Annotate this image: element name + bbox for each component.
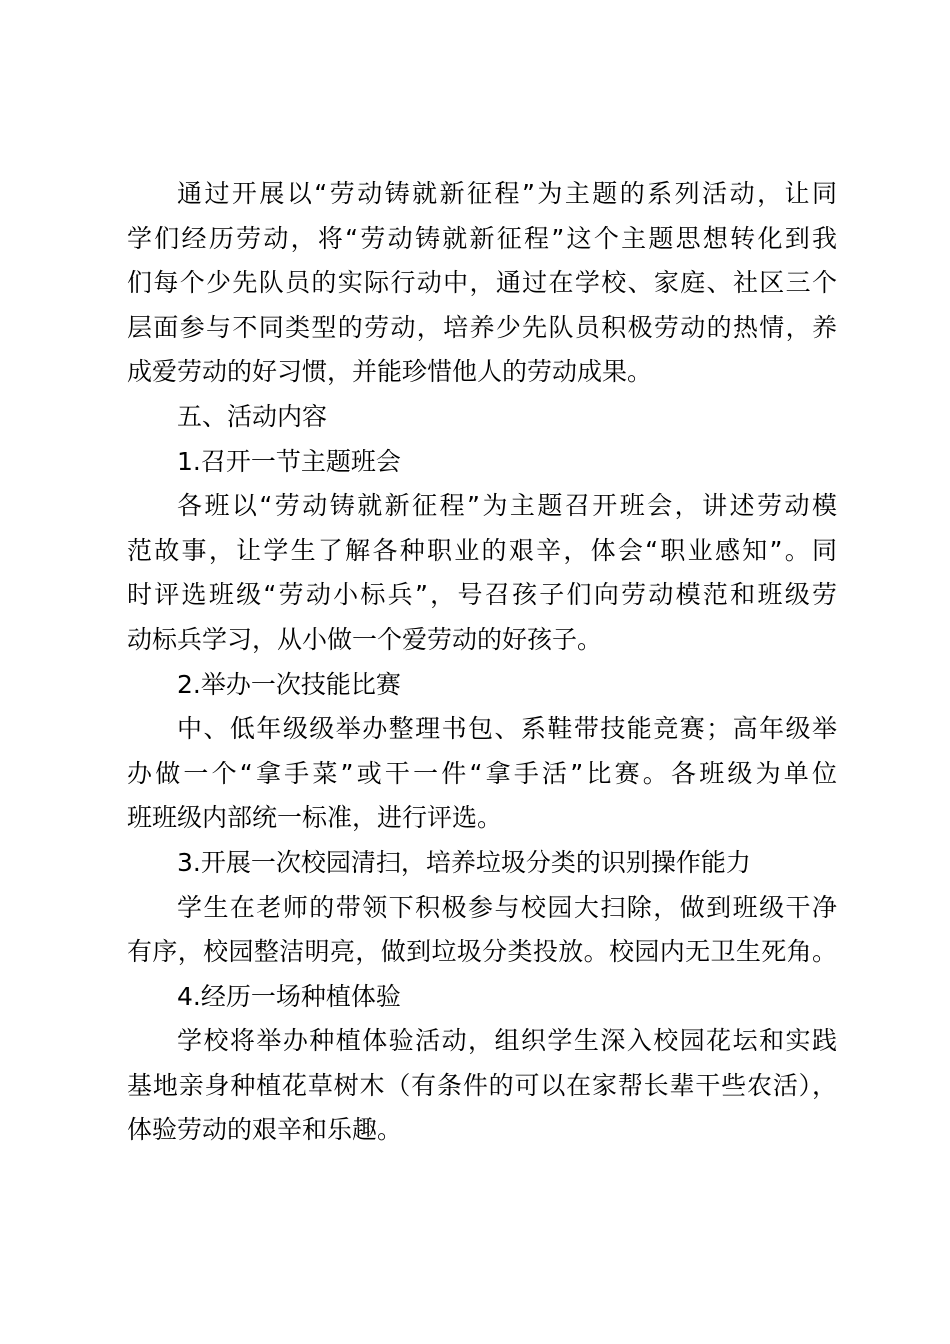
subsection-heading: 1.召开一节主题班会: [177, 446, 401, 476]
paragraph-line: 动标兵学习，从小做一个爱劳动的好孩子。: [127, 624, 603, 654]
subsection-heading: 3.开展一次校园清扫，培养垃圾分类的识别操作能力: [177, 847, 751, 877]
paragraph-line: 有序，校园整洁明亮，做到垃圾分类投放。校园内无卫生死角。: [127, 937, 837, 967]
paragraph-line: 们每个少先队员的实际行动中，通过在学校、家庭、社区三个: [127, 268, 837, 298]
paragraph-line: 学生在老师的带领下积极参与校园大扫除，做到班级干净: [177, 892, 837, 922]
subsection-heading: 2.举办一次技能比赛: [177, 669, 401, 699]
paragraph-line: 体验劳动的艰辛和乐趣。: [127, 1115, 403, 1145]
section-heading: 五、活动内容: [177, 401, 328, 431]
paragraph-line: 时评选班级“劳动小标兵”，号召孩子们向劳动模范和班级劳: [127, 580, 837, 610]
paragraph-line: 办做一个“拿手菜”或干一件“拿手活”比赛。各班级为单位: [127, 758, 837, 788]
paragraph-line: 成爱劳动的好习惯，并能珍惜他人的劳动成果。: [127, 357, 653, 387]
paragraph-line: 学们经历劳动，将“劳动铸就新征程”这个主题思想转化到我: [127, 223, 837, 253]
paragraph-line: 班班级内部统一标准，进行评选。: [127, 803, 503, 833]
paragraph-line: 范故事，让学生了解各种职业的艰辛，体会“职业感知”。同: [127, 535, 837, 565]
paragraph-line: 通过开展以“劳动铸就新征程”为主题的系列活动，让同: [177, 179, 837, 208]
paragraph-line: 学校将举办种植体验活动，组织学生深入校园花坛和实践: [177, 1026, 837, 1056]
document-body: [127, 172, 837, 1153]
paragraph-line: 中、低年级级举办整理书包、系鞋带技能竞赛；高年级举: [177, 714, 837, 744]
paragraph-line: 基地亲身种植花草树木（有条件的可以在家帮长辈干些农活），: [127, 1070, 837, 1100]
subsection-heading: 4.经历一场种植体验: [177, 981, 401, 1011]
paragraph-line: 各班以“劳动铸就新征程”为主题召开班会，讲述劳动模: [177, 491, 837, 521]
paragraph-line: 层面参与不同类型的劳动，培养少先队员积极劳动的热情，养: [127, 312, 837, 342]
